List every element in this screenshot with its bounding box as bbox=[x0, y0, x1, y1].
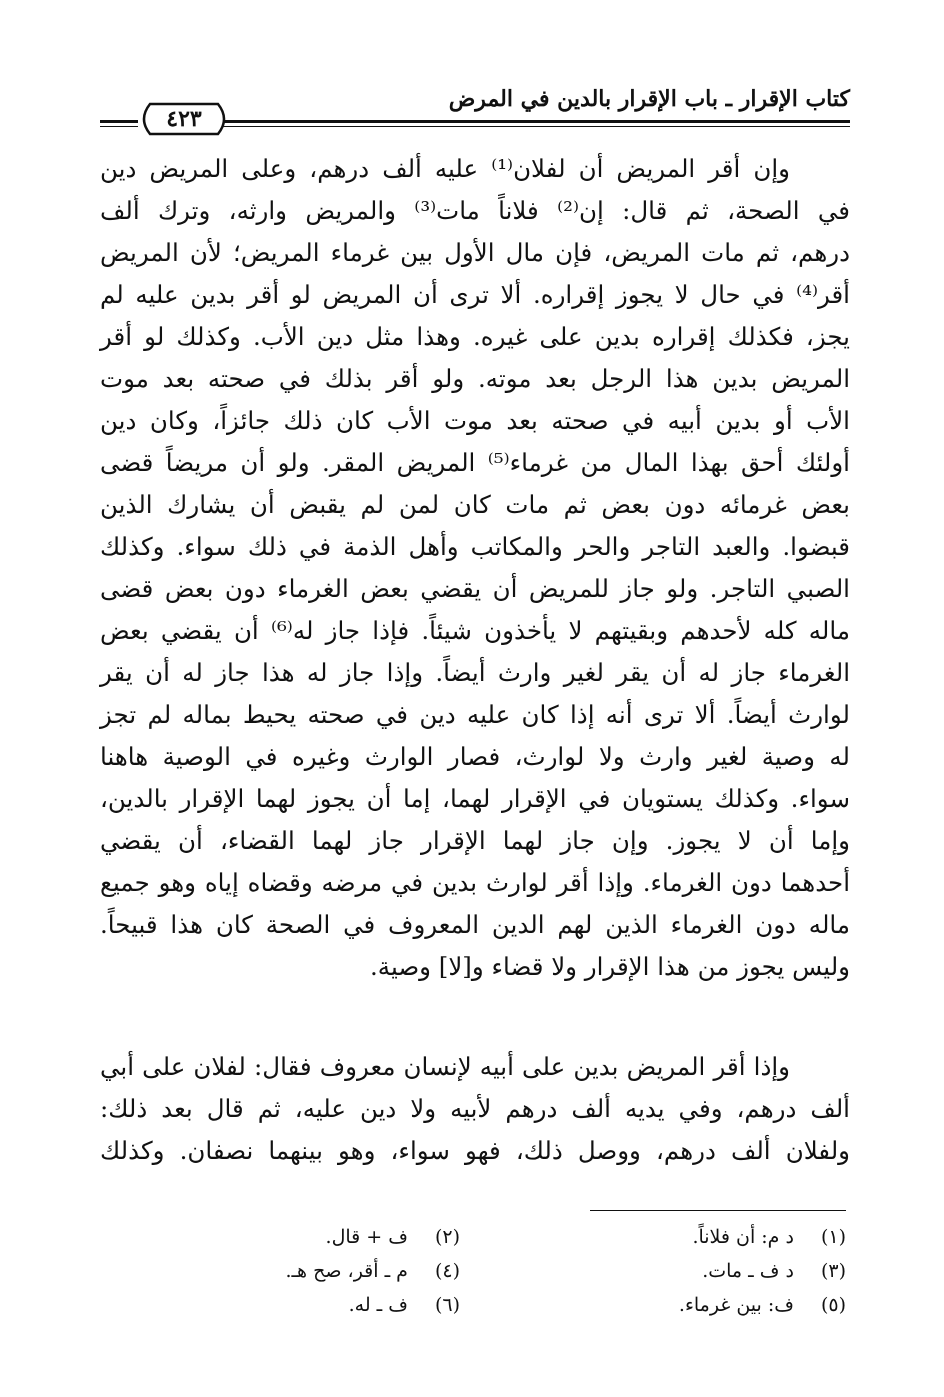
text-line: وليس يجوز من هذا الإقرار ولا قضاء و[لا] وصية. bbox=[370, 952, 850, 981]
footnote-number: (٢) bbox=[434, 1226, 460, 1248]
footnote bbox=[100, 1288, 460, 1322]
footnote-text: م ـ أقر، صح هـ. bbox=[285, 1260, 408, 1282]
text-line: المريض بدين هذا الرجل بعد موته. ولو أقر بذلك في صحته بعد موت bbox=[100, 364, 850, 393]
footnote-text: د ف ـ مات. bbox=[702, 1260, 794, 1282]
text-line: يجز، فكذلك إقراره بدين على غيره. وهذا مثل دين الأب. وكذلك لو أقر bbox=[100, 322, 850, 351]
page-number-frame bbox=[136, 102, 232, 136]
text-line: أقر⁽⁴⁾ في حال لا يجوز إقراره. ألا ترى أن المريض لو أقر بدين عليه لم bbox=[100, 280, 850, 309]
footnote-number: (٣) bbox=[820, 1260, 846, 1282]
text-line: أولئك أحق بهذا المال من غرماء⁽⁵⁾ المريض المقر. ولو أن مريضاً قضى bbox=[100, 448, 850, 477]
text-line: ألف درهم، وفي يديه ألف درهم لأبيه ولا دين عليه، ثم قال بعد ذلك: bbox=[100, 1094, 850, 1123]
header-rule-thin bbox=[220, 126, 850, 127]
text-line: الأب أو بدين أبيه في صحته بعد موت الأب كان ذلك جائزاً، وكان دين bbox=[100, 406, 850, 435]
running-title: كتاب الإقرار ـ باب الإقرار بالدين في المرض bbox=[448, 86, 850, 112]
paragraph-1 bbox=[100, 148, 850, 988]
text-line: أحدهما دون الغرماء. وإذا أقر لوارث بدين في مرضه وقضاه إياه وهو جميع bbox=[100, 868, 850, 897]
text-line: وإن أقر المريض أن لفلان⁽¹⁾ عليه ألف درهم، وعلى المريض دين bbox=[100, 154, 790, 183]
header-rule-left bbox=[100, 120, 138, 123]
text-line: ماله كله لأحدهم وبقيتهم لا يأخذون شيئاً. فإذا جاز له⁽⁶⁾ أن يقضي بعض bbox=[100, 616, 850, 645]
text-line: وإما أن لا يجوز. وإن جاز لهما الإقرار جاز لهما القضاء، أن يقضي bbox=[100, 826, 850, 855]
text-line: له وصية لغير وارث ولا لوارث، فصار الوارث وغيره في الوصية هاهنا bbox=[100, 742, 850, 771]
page-number: ٤٢٣ bbox=[166, 106, 202, 132]
footnote-number: (٦) bbox=[434, 1294, 460, 1316]
footnote bbox=[486, 1288, 846, 1322]
footnote-number: (٤) bbox=[434, 1260, 460, 1282]
footnote-number: (١) bbox=[820, 1226, 846, 1248]
footnote-text: ف + قال. bbox=[325, 1226, 408, 1248]
footnote-number: (٥) bbox=[820, 1294, 846, 1316]
footnote-separator bbox=[590, 1210, 846, 1211]
footnote bbox=[100, 1254, 460, 1288]
footnote bbox=[486, 1220, 846, 1254]
footnotes-right-column bbox=[486, 1220, 846, 1322]
text-line: ماله دون الغرماء الذين لهم الدين المعروف في الصحة كان هذا قبيحاً. bbox=[100, 910, 850, 939]
paragraph-2 bbox=[100, 1046, 850, 1172]
footnotes-left-column bbox=[100, 1220, 460, 1322]
text-line: وإذا أقر المريض بدين على أبيه لإنسان معروف فقال: لفلان على أبي bbox=[100, 1052, 790, 1081]
footnote bbox=[100, 1220, 460, 1254]
footnote-text: د م: أن فلاناً. bbox=[692, 1226, 794, 1248]
text-line: بعض غرمائه دون بعض ثم مات كان لمن لم يقبض أن يشارك الذين bbox=[100, 490, 850, 519]
header-rule-left-thin bbox=[100, 126, 138, 127]
footnote bbox=[486, 1254, 846, 1288]
footnote-text: ف: بين غرماء. bbox=[678, 1294, 794, 1316]
text-line: الصبي التاجر. ولو جاز للمريض أن يقضي بعض الغرماء دون بعض قضى bbox=[100, 574, 850, 603]
text-line: قبضوا. والعبد التاجر والحر والمكاتب وأهل الذمة في ذلك سواء. وكذلك bbox=[100, 532, 850, 561]
header-rule bbox=[220, 120, 850, 123]
page-header bbox=[100, 78, 850, 134]
footnote-text: ف ـ له. bbox=[348, 1294, 408, 1316]
text-line: ولفلان ألف درهم، ووصل ذلك، فهو سواء، وهو بينهما نصفان. وكذلك bbox=[100, 1136, 850, 1165]
text-line: في الصحة، ثم قال: إن⁽²⁾ فلاناً مات⁽³⁾ والمريض وارثه، وترك ألف bbox=[100, 196, 850, 225]
text-line: لوارث أيضاً. ألا ترى أنه إذا كان عليه دين في صحته يحيط بماله لم تجز bbox=[100, 700, 850, 729]
text-line: الغرماء جاز له أن يقر لغير وارث أيضاً. وإذا جاز له هذا جاز له أن يقر bbox=[100, 658, 850, 687]
text-line: درهم، ثم مات المريض، فإن مال الأول بين غرماء المريض؛ لأن المريض bbox=[100, 238, 850, 267]
text-line: سواء. وكذلك يستويان في الإقرار لهما، إما أن يجوز لهما الإقرار بالدين، bbox=[100, 784, 850, 813]
